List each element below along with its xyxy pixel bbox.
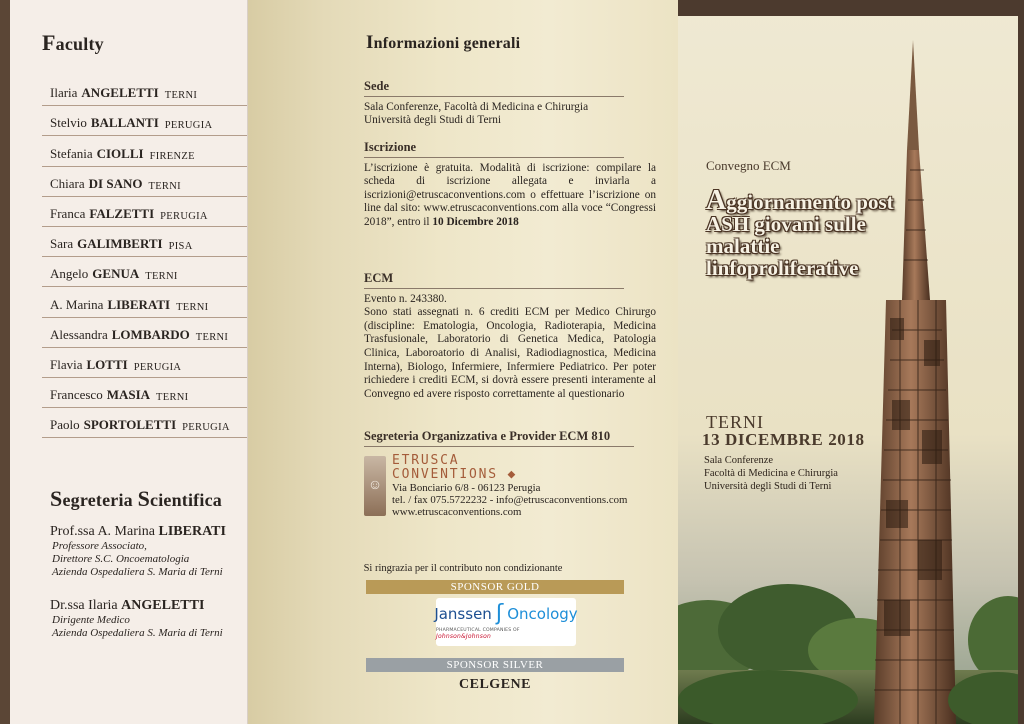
faculty-first-name: Angelo	[50, 266, 89, 282]
segreteria-person	[50, 524, 255, 579]
faculty-last-name: ANGELETTI	[81, 85, 159, 101]
faculty-member	[42, 136, 256, 166]
faculty-last-name: DI SANO	[88, 175, 143, 191]
faculty-last-name: SPORTOLETTI	[83, 417, 177, 433]
faculty-last-name: LOMBARDO	[111, 326, 190, 342]
faculty-first-name: A. Marina	[50, 296, 104, 312]
tower-illustration	[678, 0, 1024, 724]
faculty-city: TERNI	[164, 90, 198, 102]
faculty-first-name: Stefania	[50, 145, 93, 161]
faculty-member	[42, 408, 256, 438]
faculty-member	[42, 257, 256, 287]
person-role: Direttore S.C. Oncoematologia	[52, 553, 190, 565]
faculty-last-name: FALZETTI	[89, 205, 155, 221]
person-role: Azienda Ospedaliera S. Maria di Terni	[52, 627, 223, 639]
event-type: Convegno ECM	[706, 158, 791, 173]
segreteria-person	[50, 598, 255, 640]
faculty-last-name: CIOLLI	[96, 145, 144, 161]
info-title: Informazioni generali	[366, 32, 521, 53]
iscrizione-text: L’iscrizione è gratuita. Modalità di iscrizione: compilare la scheda di iscrizione allegata e inviarla a iscrizioni@etruscaconventions.com o effettuare l’iscrizione on line dal sito: www.etruscaconventions.com alla voce “Congressi 2018”, entro il 10 Dicembre 2018	[364, 161, 656, 228]
faculty-member	[42, 348, 256, 378]
faculty-panel	[0, 0, 248, 724]
faculty-city: PERUGIA	[164, 120, 213, 132]
faculty-last-name: BALLANTI	[90, 115, 159, 131]
person-role: Dirigente Medico	[52, 614, 130, 626]
ecm-evento: Evento n. 243380.	[364, 292, 447, 305]
segreteria-organizzativa-block	[364, 430, 656, 451]
iscrizione-heading: Iscrizione	[364, 141, 624, 158]
person-role: Professore Associato,	[52, 540, 147, 552]
janssen-oncology-logo	[436, 598, 576, 646]
sede-line: Università degli Studi di Terni	[364, 114, 502, 127]
sponsor-gold-label: SPONSOR GOLD	[366, 580, 624, 594]
contacts-line: tel. / fax 075.5722232 - info@etruscaconventions.com	[392, 494, 628, 506]
ecm-block	[364, 272, 656, 401]
person-name: Dr.ssa Ilaria ANGELETTI	[50, 598, 205, 613]
cover-top-bar	[678, 0, 1024, 16]
faculty-member	[42, 318, 256, 348]
faculty-city: PERUGIA	[160, 210, 208, 222]
segreteria-scientifica-title: Segreteria Scientifica	[50, 486, 222, 511]
faculty-city: PERUGIA	[182, 422, 230, 434]
info-panel	[248, 0, 678, 724]
iscrizione-deadline: 10 Dicembre 2018	[432, 215, 519, 228]
faculty-city: TERNI	[156, 392, 189, 404]
faculty-city: FIRENZE	[149, 150, 195, 162]
faculty-first-name: Sara	[50, 236, 74, 252]
cover-title: Aggiornamento post ASH giovani sulle malattie linfoproliferative	[706, 185, 894, 280]
sponsor-silver-label: SPONSOR SILVER	[366, 658, 624, 672]
faculty-last-name: LOTTI	[86, 356, 128, 372]
faculty-member	[42, 287, 256, 317]
faculty-member	[42, 76, 256, 106]
faculty-first-name: Stelvio	[50, 115, 87, 131]
iscrizione-block	[364, 141, 656, 230]
event-city: TERNI	[706, 412, 764, 432]
faculty-city: TERNI	[148, 180, 181, 192]
faculty-city: PISA	[168, 241, 193, 253]
janssen-j-icon: ʃ	[495, 601, 504, 626]
cover-right-bar	[1018, 0, 1024, 724]
venue-line: Università degli Studi di Terni	[704, 481, 832, 492]
ecm-heading: ECM	[364, 272, 624, 289]
faculty-last-name: LIBERATI	[107, 296, 171, 312]
faculty-first-name: Chiara	[50, 175, 85, 191]
celgene-logo: CELGENE	[459, 677, 531, 692]
faculty-list	[42, 76, 256, 438]
faculty-title: Faculty	[42, 30, 104, 55]
venue-line: Sala Conferenze	[704, 455, 774, 466]
sede-line: Sala Conferenze, Facoltà di Medicina e Chirurgia	[364, 100, 589, 113]
faculty-city: PERUGIA	[133, 361, 182, 373]
faculty-city: TERNI	[145, 271, 178, 283]
address-line: Via Bonciario 6/8 - 06123 Perugia	[392, 482, 541, 494]
faculty-member	[42, 227, 256, 257]
faculty-member	[42, 197, 256, 227]
venue-line: Facoltà di Medicina e Chirurgia	[704, 468, 838, 479]
faculty-last-name: MASIA	[106, 387, 151, 403]
oncology-wordmark: Oncology	[507, 605, 578, 623]
janssen-tagline: PHARMACEUTICAL COMPANIES OF Johnson&Johnson	[436, 628, 520, 640]
faculty-first-name: Franca	[50, 205, 86, 221]
etrusca-address	[392, 482, 627, 518]
person-role: Azienda Ospedaliera S. Maria di Terni	[52, 566, 223, 578]
faculty-city: TERNI	[176, 301, 209, 313]
faculty-member	[42, 378, 256, 408]
faculty-city: TERNI	[195, 331, 229, 343]
sede-heading: Sede	[364, 80, 624, 97]
cover-panel	[678, 0, 1024, 724]
faculty-member	[42, 167, 256, 197]
ecm-text: Sono stati assegnati n. 6 crediti ECM per Medico Chirurgo (discipline: Ematologia, Oncologia, Radioterapia, Medicina Trasfusionale, Laboratorio di Genetica Medica, Patologia Clinica, Laboroatorio di Analisi, Radiodiagnostica, Medicina Interna), Biologo, Infermiere, Infermiere Pediatrico. Per poter richiedere i crediti ECM, si dovrà essere presenti interamente al Convegno ed avere risposto correttamente al questionario	[364, 306, 656, 400]
segreteria-organizzativa-heading: Segreteria Organizzativa e Provider ECM 810	[364, 430, 634, 447]
faculty-first-name: Alessandra	[50, 326, 108, 342]
etrusca-logo-icon: ☺	[364, 456, 386, 516]
sponsor-thanks: Si ringrazia per il contributo non condizionante	[363, 563, 563, 574]
event-venue	[704, 454, 838, 493]
faculty-last-name: GALIMBERTI	[77, 236, 163, 252]
sede-block	[364, 80, 656, 128]
event-date: 13 DICEMBRE 2018	[702, 430, 865, 449]
faculty-member	[42, 106, 256, 136]
person-name: Prof.ssa A. Marina LIBERATI	[50, 524, 226, 539]
faculty-first-name: Paolo	[50, 417, 80, 433]
janssen-wordmark: Janssen	[434, 605, 492, 623]
website-link[interactable]: www.etruscaconventions.com	[392, 506, 522, 518]
etrusca-wordmark: ETRUSCA CONVENTIONS ◆	[392, 453, 518, 482]
faculty-first-name: Flavia	[50, 356, 83, 372]
faculty-first-name: Francesco	[50, 387, 103, 403]
faculty-first-name: Ilaria	[50, 85, 78, 101]
faculty-last-name: GENUA	[92, 266, 140, 282]
